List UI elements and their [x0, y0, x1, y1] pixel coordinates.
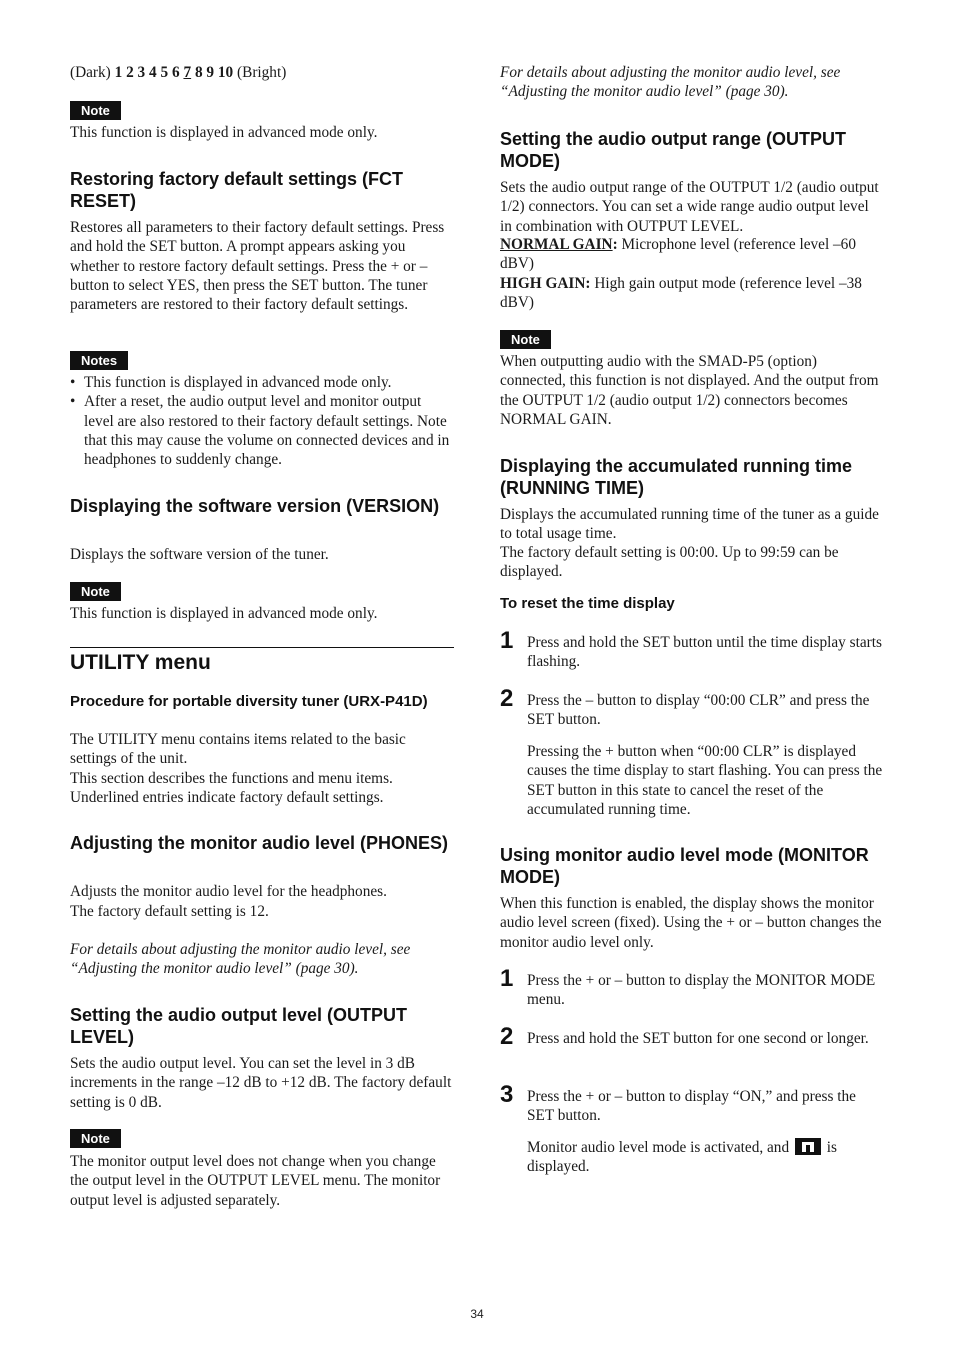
version-body: Displays the software version of the tuner.	[70, 546, 329, 563]
step-number: 2	[500, 1023, 514, 1050]
page-number: 34	[470, 1307, 484, 1321]
note-badge: Note	[70, 101, 454, 120]
step-text: Press the + or – button to display the MONITOR MODE menu.	[527, 972, 876, 1009]
monitor-level-reference: For details about adjusting the monitor audio level, see “Adjusting the monitor audio level” (page 30).	[500, 64, 841, 101]
step-item	[500, 1023, 884, 1050]
utility-menu-heading: UTILITY menu	[70, 651, 211, 674]
step-text: Press the + or – button to display “ON,” and press the SET button.	[527, 1088, 856, 1125]
version-heading: Displaying the software version (VERSION)	[70, 496, 440, 516]
step-text: Press and hold the SET button for one second or longer.	[527, 1030, 869, 1047]
step-text: Press the – button to display “00:00 CLR” and press the SET button.	[527, 692, 870, 729]
step-item	[500, 1081, 884, 1126]
phones-body-2: The factory default setting is 12.	[70, 903, 269, 920]
high-gain-option: HIGH GAIN: High gain output mode (reference level –38 dBV)	[500, 275, 862, 312]
note-badge: Note	[70, 582, 454, 601]
step-number: 1	[500, 627, 514, 654]
monitor-mode-body: When this function is enabled, the display shows the monitor audio level screen (fixed). Using the + or – button changes the monitor audio level only.	[500, 895, 882, 951]
output-mode-heading: Setting the audio output range (OUTPUT MODE)	[500, 129, 846, 171]
fct-reset-body: Restores all parameters to their factory default settings. Press and hold the SET button. A prompt appears asking you whether to restore factory default settings. Press the + or – button to select YES, then press the SET button. The tuner parameters are restored to their factory default settings.	[70, 219, 445, 314]
section-divider	[70, 647, 454, 648]
step-item	[500, 627, 884, 672]
output-mode-body: Sets the audio output range of the OUTPUT 1/2 (audio output 1/2) connectors. You can set a wide range audio output level in combination with OUTPUT LEVEL.	[500, 179, 879, 235]
running-time-body: Displays the accumulated running time of the tuner as a guide to total usage time.	[500, 506, 879, 543]
reset-time-heading: To reset the time display	[500, 595, 675, 612]
list-item: • This function is displayed in advanced mode only.	[70, 373, 454, 392]
brightness-scale: (Dark) 1 2 3 4 5 6 7 8 9 10 (Bright)	[70, 64, 287, 81]
utility-subheading: Procedure for portable diversity tuner (URX-P41D)	[70, 693, 428, 710]
phones-heading: Adjusting the monitor audio level (PHONES)	[70, 833, 449, 853]
note-badge: Note	[70, 1129, 454, 1148]
step-detail: Pressing the + button when “00:00 CLR” is displayed causes the time display to start flashing. You can press the SET button in this state to cancel the reset of the accumulated running time.	[527, 743, 883, 818]
step-number: 1	[500, 965, 514, 992]
monitor-mode-icon	[795, 1138, 821, 1155]
note-text: This function is displayed in advanced mode only.	[70, 605, 378, 622]
step-detail: Monitor audio level mode is activated, and is displayed.	[527, 1139, 837, 1176]
note-text: The monitor output level does not change when you change the output level in the OUTPUT LEVEL menu. The monitor output level is adjusted separately.	[70, 1153, 441, 1209]
note-badge: Note	[500, 330, 884, 349]
note-text: This function is displayed in advanced mode only.	[70, 124, 378, 141]
utility-body: The UTILITY menu contains items related to the basic settings of the unit.	[70, 731, 406, 768]
step-item	[500, 685, 884, 730]
utility-body-2: This section describes the functions and menu items. Underlined entries indicate factory default settings.	[70, 770, 393, 807]
running-time-heading: Displaying the accumulated running time (RUNNING TIME)	[500, 456, 853, 498]
step-number: 3	[500, 1081, 514, 1108]
output-level-body: Sets the audio output level. You can set the level in 3 dB increments in the range –12 dB to +12 dB. The factory default setting is 0 dB.	[70, 1055, 452, 1111]
phones-body: Adjusts the monitor audio level for the headphones.	[70, 883, 387, 900]
step-number: 2	[500, 685, 514, 712]
step-item	[500, 965, 884, 1010]
fct-reset-heading: Restoring factory default settings (FCT RESET)	[70, 169, 404, 211]
phones-reference: For details about adjusting the monitor audio level, see “Adjusting the monitor audio level” (page 30).	[70, 941, 411, 978]
running-time-body-2: The factory default setting is 00:00. Up to 99:59 can be displayed.	[500, 544, 839, 581]
notes-badge: Notes	[70, 351, 454, 370]
normal-gain-option: NORMAL GAIN: Microphone level (reference level –60 dBV)	[500, 236, 856, 273]
output-level-heading: Setting the audio output level (OUTPUT LEVEL)	[70, 1005, 407, 1047]
note-text: When outputting audio with the SMAD-P5 (option) connected, this function is not displayed. And the output from the OUTPUT 1/2 (audio output 1/2) connectors becomes NORMAL GAIN.	[500, 353, 879, 428]
list-item: • After a reset, the audio output level and monitor output level are also restored to their factory default settings. Note that this may cause the volume on connected devices and in headphones to suddenly change.	[70, 392, 454, 469]
step-text: Press and hold the SET button until the time display starts flashing.	[527, 634, 882, 671]
fct-reset-notes	[70, 373, 454, 469]
monitor-mode-heading: Using monitor audio level mode (MONITOR MODE)	[500, 845, 869, 887]
